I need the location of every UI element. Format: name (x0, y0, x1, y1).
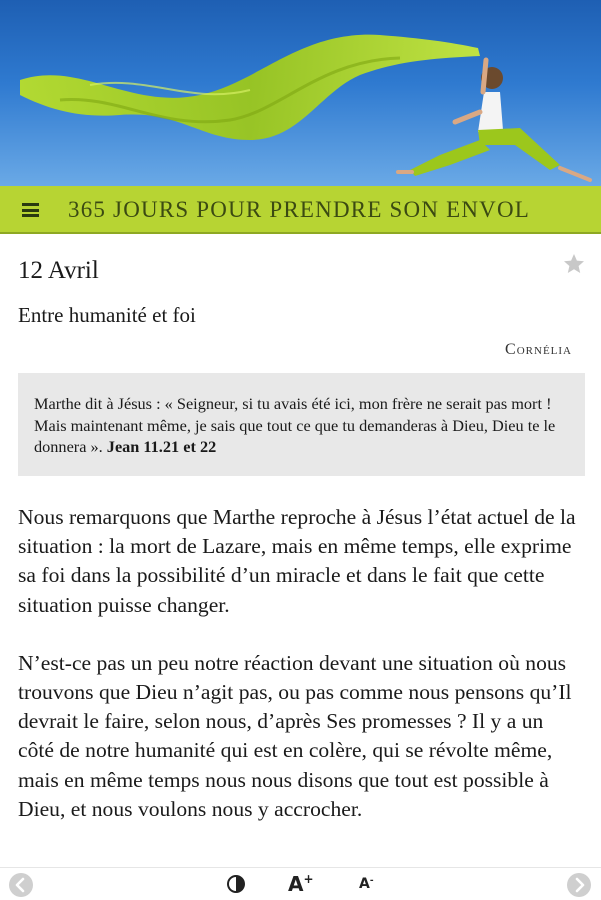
chevron-right-icon[interactable] (567, 873, 591, 897)
bottom-toolbar (0, 867, 601, 900)
hamburger-menu-icon[interactable] (22, 203, 39, 217)
verse-reference: Jean 11.21 et 22 (106, 437, 217, 456)
contrast-icon[interactable] (226, 874, 246, 894)
hero-banner-image (0, 0, 601, 186)
font-increase-sign: + (303, 872, 314, 886)
entry-body (18, 503, 584, 853)
body-paragraph: N’est-ce pas un peu notre réaction devant une situation où nous trouvons que Dieu n’agit pas, ou pas comme nous pensons qu’Il devrait le faire, selon nous, d’après Ses promesses ? Il y a un côté de notre humanité qui est en colère, qui se révolte même, mais en même temps nous nous disons que tout est possible à Dieu, et nous voulons nous y accrocher. (18, 650, 572, 821)
star-icon[interactable] (562, 252, 586, 276)
chevron-left-icon[interactable] (9, 873, 33, 897)
verse-box (18, 373, 585, 476)
app-title: 365 JOURS POUR PRENDRE SON ENVOL (68, 197, 531, 222)
entry-author: Cornélia (505, 341, 572, 358)
font-increase-button[interactable] (288, 872, 314, 896)
verse-text: Marthe dit à Jésus : « Seigneur, si tu avais été ici, mon frère ne serait pas mort ! Mais maintenant même, je sais que tout ce que tu demanderas à Dieu, Dieu te le donnera ». (34, 394, 556, 456)
font-decrease-label: A (359, 876, 370, 892)
body-paragraph: Nous remarquons que Marthe reproche à Jésus l’état actuel de la situation : la mort de Lazare, mais en même temps, elle exprime sa foi dans la possibilité d’un miracle et dans le fait que cette situation puisse changer. (18, 505, 576, 617)
title-bar (0, 186, 601, 234)
font-decrease-sign: - (369, 876, 374, 886)
entry-title: Entre humanité et foi (18, 303, 196, 327)
font-increase-label: A (288, 872, 304, 896)
font-decrease-button[interactable] (359, 876, 374, 892)
entry-date: 12 Avril (18, 257, 99, 284)
